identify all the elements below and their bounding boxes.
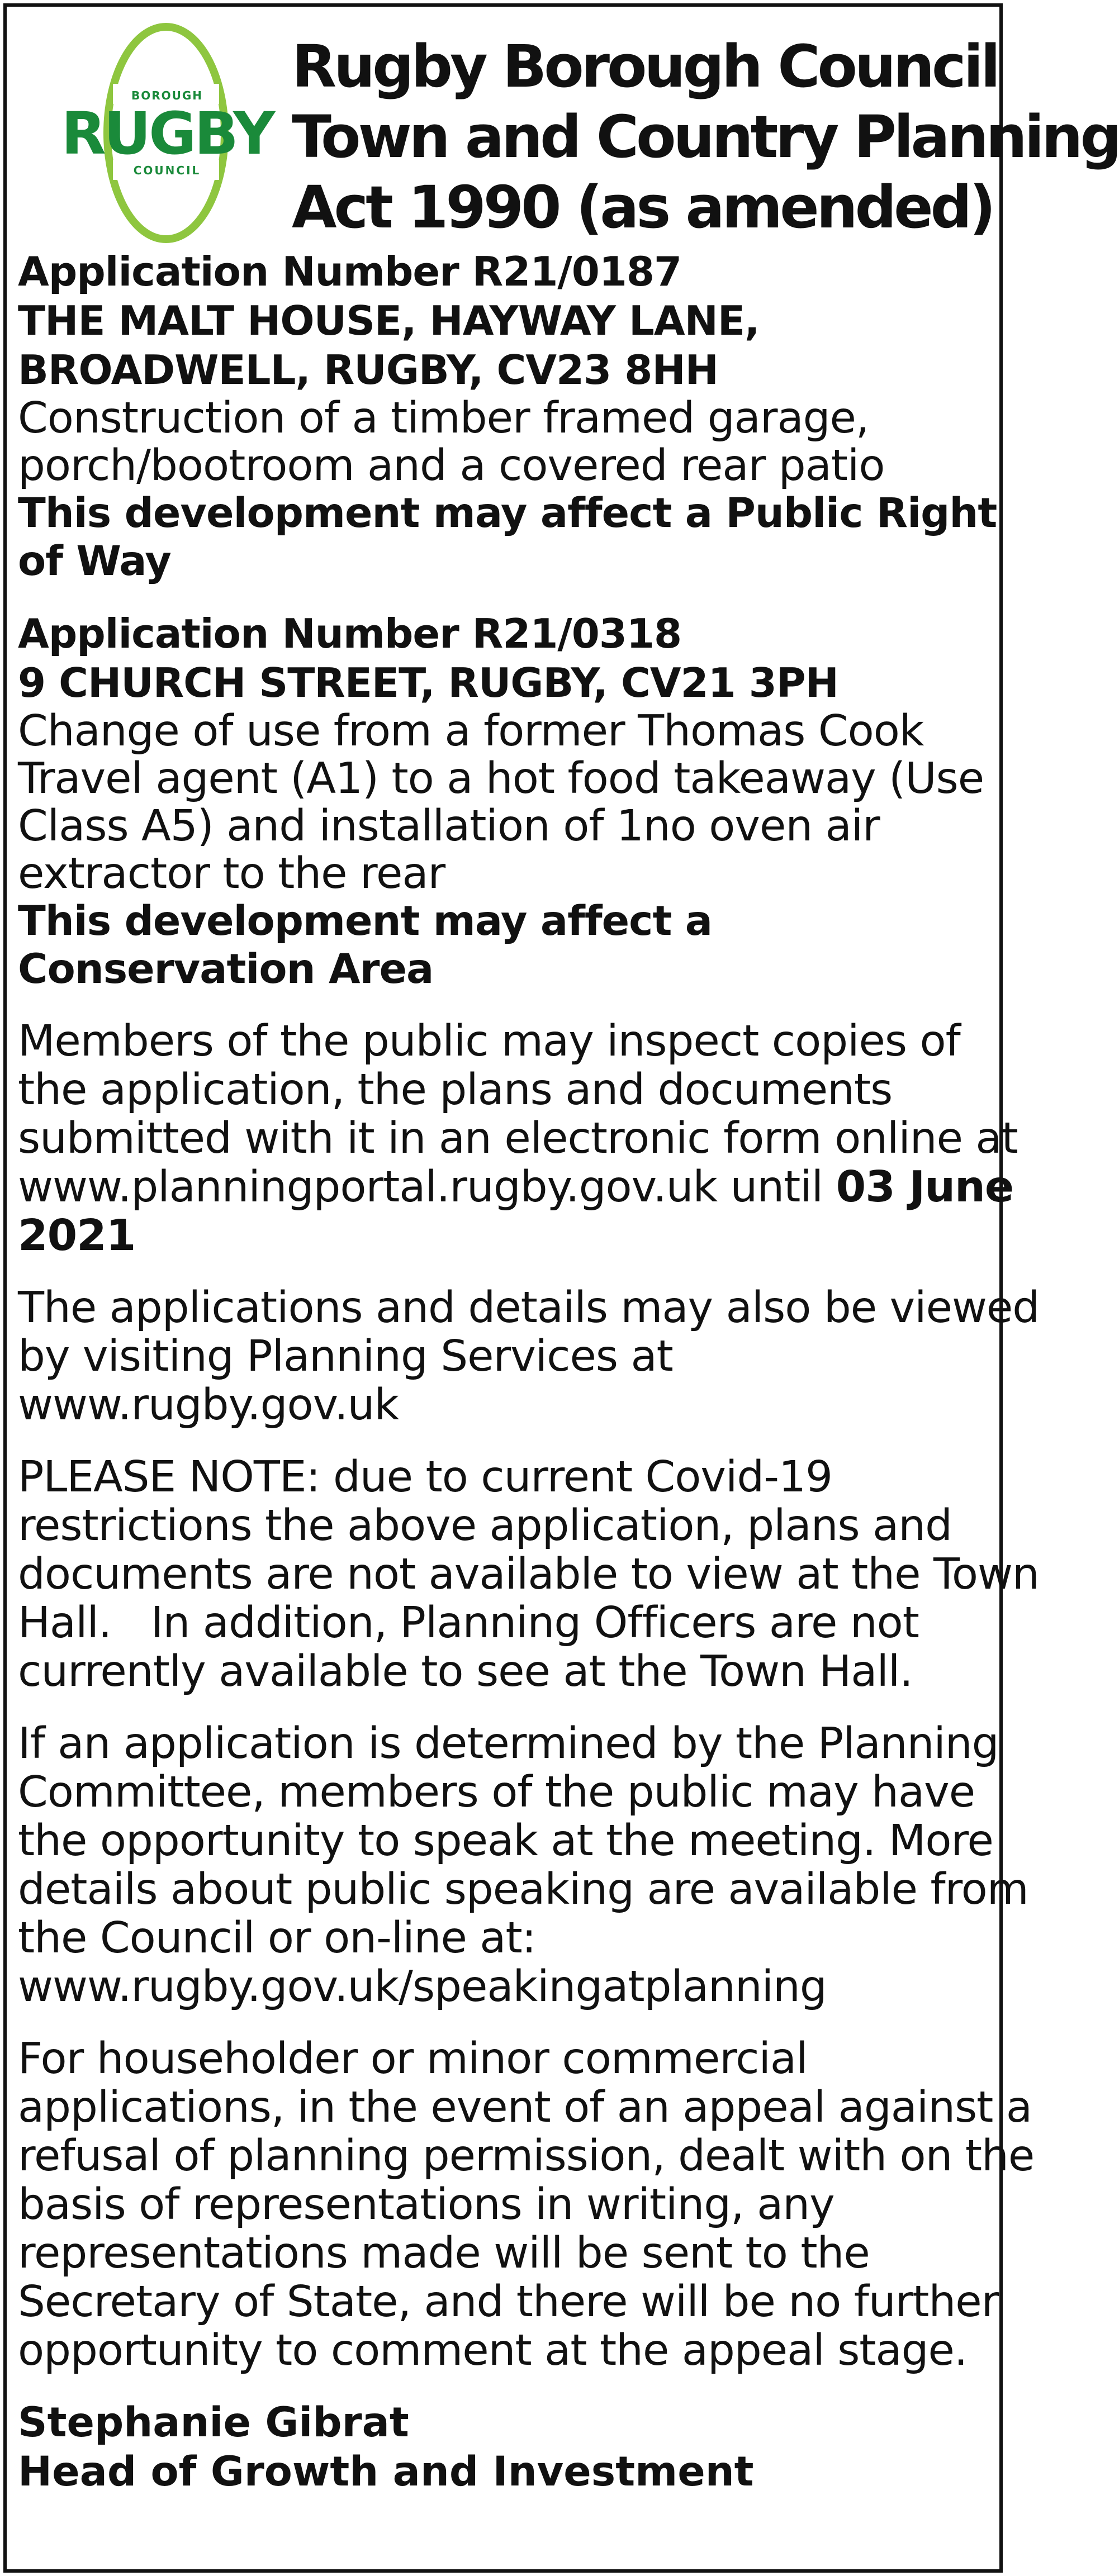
application-warning: Conservation Area <box>18 945 434 993</box>
application-warning: This development may affect a <box>18 897 713 945</box>
application-description: Class A5) and installation of 1no oven air <box>18 801 880 851</box>
logo-bottom-text: COUNCIL <box>133 164 201 177</box>
signatory-name: Stephanie Gibrat <box>18 2399 409 2446</box>
paragraph-line: basis of representations in writing, any <box>18 2180 834 2230</box>
paragraph-line: For householder or minor commercial <box>18 2034 808 2084</box>
application-address: THE MALT HOUSE, HAYWAY LANE, <box>18 297 760 344</box>
paragraph-line: details about public speaking are available from <box>18 1865 1028 1914</box>
paragraph-line <box>18 1211 996 1260</box>
paragraph-line: documents are not available to view at the Town <box>18 1550 1039 1599</box>
notice-body <box>18 247 1040 2497</box>
paragraph-line: restrictions the above application, plans and <box>18 1501 952 1551</box>
paragraph-line: the Council or on-line at: <box>18 1913 536 1963</box>
application-r21-0187 <box>18 247 996 586</box>
paragraph-line: PLEASE NOTE: due to current Covid-19 <box>18 1452 833 1502</box>
paragraph-line: refusal of planning permission, dealt with on the <box>18 2131 1035 2181</box>
application-warning: of Way <box>18 538 171 585</box>
inspection-paragraph <box>18 1016 1018 1261</box>
logo-top-text: BOROUGH <box>131 89 203 102</box>
notice-title <box>292 31 1119 243</box>
application-number: Application Number R21/0318 <box>18 610 682 657</box>
paragraph-line: The applications and details may also be viewed <box>18 1283 1040 1333</box>
application-description: Travel agent (A1) to a hot food takeaway (Use <box>18 754 984 804</box>
council-logo <box>51 21 286 245</box>
signatory-title: Head of Growth and Investment <box>18 2448 754 2496</box>
paragraph-line: applications, in the event of an appeal against a <box>18 2083 1032 2132</box>
paragraph-line <box>18 1162 1014 1212</box>
deadline-date: 03 June <box>836 1162 1014 1212</box>
paragraph-line: submitted with it in an electronic form online at <box>18 1114 1018 1163</box>
application-number: Application Number R21/0187 <box>18 248 682 295</box>
paragraph-line: by visiting Planning Services at <box>18 1332 673 1381</box>
paragraph-line: the application, the plans and documents <box>18 1065 893 1115</box>
rugby-website-url: www.rugby.gov.uk <box>18 1380 399 1430</box>
application-warning: This development may affect a Public Right <box>18 489 997 537</box>
paragraph-line: opportunity to comment at the appeal stage. <box>18 2326 968 2375</box>
speaking-url: www.rugby.gov.uk/speakingatplanning <box>18 1962 827 2012</box>
application-address: BROADWELL, RUGBY, CV23 8HH <box>18 346 718 393</box>
committee-paragraph <box>18 1719 1028 2012</box>
planning-notice <box>3 3 1119 2573</box>
planning-portal-url: www.planningportal.rugby.gov.uk until <box>18 1162 836 1212</box>
notice-header <box>7 7 1119 245</box>
application-description: Construction of a timber framed garage, <box>18 393 869 443</box>
signature-block <box>18 2398 996 2497</box>
title-line: Act 1990 (as amended) <box>292 173 993 241</box>
application-r21-0318 <box>18 609 996 994</box>
paragraph-line: Hall. In addition, Planning Officers are not <box>18 1598 919 1648</box>
title-line: Rugby Borough Council <box>292 32 998 101</box>
paragraph-line: Committee, members of the public may have <box>18 1767 975 1817</box>
logo-main-text: RUGBY <box>61 99 273 168</box>
paragraph-line: Secretary of State, and there will be no further <box>18 2277 999 2327</box>
paragraph-line: representations made will be sent to the <box>18 2228 870 2278</box>
application-description: extractor to the rear <box>18 849 445 899</box>
paragraph-line: currently available to see at the Town Hall. <box>18 1647 913 1696</box>
application-address: 9 CHURCH STREET, RUGBY, CV21 3PH <box>18 659 838 706</box>
application-description: Change of use from a former Thomas Cook <box>18 706 924 756</box>
paragraph-line: If an application is determined by the Planning <box>18 1719 999 1769</box>
paragraph-line: the opportunity to speak at the meeting. More <box>18 1816 993 1866</box>
covid-note-paragraph <box>18 1452 1039 1696</box>
viewing-paragraph <box>18 1283 1040 1430</box>
paragraph-line: Members of the public may inspect copies of <box>18 1016 960 1066</box>
application-description: porch/bootroom and a covered rear patio <box>18 441 885 491</box>
appeals-paragraph <box>18 2034 1035 2375</box>
deadline-year: 2021 <box>18 1211 136 1261</box>
title-line: Town and Country Planning <box>292 103 1119 171</box>
